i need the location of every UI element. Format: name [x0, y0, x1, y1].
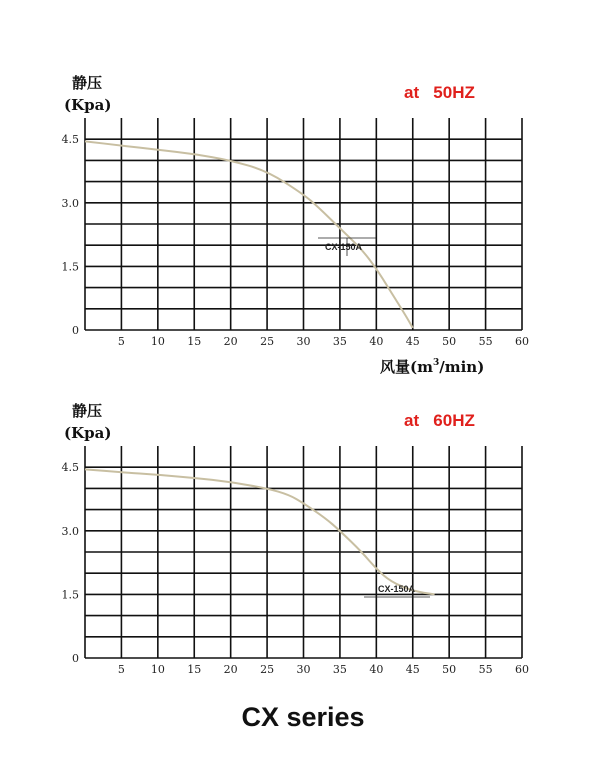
chart-2: [62, 402, 530, 676]
x-tick-label: 55: [478, 663, 493, 676]
x-tick-label: 35: [332, 335, 347, 348]
curve-label: CX-150A: [378, 584, 416, 594]
x-tick-label: 60: [515, 663, 529, 676]
chart-1: [62, 74, 530, 376]
x-tick-label: 60: [515, 335, 529, 348]
series-line: [85, 141, 413, 328]
plot-area: [62, 446, 530, 676]
x-tick-label: 30: [296, 663, 311, 676]
x-tick-label: 25: [260, 663, 275, 676]
plot-area: [62, 118, 530, 348]
x-tick-label: 10: [150, 335, 165, 348]
x-axis-label: [380, 358, 484, 376]
x-tick-label: 25: [260, 335, 275, 348]
x-tick-label: 40: [369, 335, 384, 348]
x-tick-label: 35: [332, 663, 347, 676]
y-axis-label-line2: (Kpa): [64, 96, 112, 114]
x-tick-label: 40: [369, 663, 384, 676]
y-axis-label-line2: (Kpa): [64, 424, 112, 442]
x-tick-label: 20: [223, 335, 238, 348]
frequency-label: at 50HZ: [404, 83, 475, 102]
y-axis-label-line1: 静压: [72, 74, 103, 92]
x-tick-label: 10: [150, 663, 165, 676]
y-tick-label: 4.5: [61, 461, 79, 475]
x-tick-label: 50: [442, 335, 457, 348]
x-tick-label: 15: [187, 335, 202, 348]
x-tick-label: 30: [296, 335, 311, 348]
x-tick-label: 45: [405, 663, 420, 676]
y-tick-label: 3.0: [61, 196, 79, 210]
y-tick-label: 4.5: [61, 133, 79, 147]
x-axis-label-main: 风量(m: [380, 358, 433, 376]
y-tick-label: 0: [72, 324, 79, 337]
y-tick-label: 1.5: [61, 260, 79, 274]
x-tick-label: 50: [442, 663, 457, 676]
x-tick-label: 20: [223, 663, 238, 676]
x-tick-label: 5: [117, 335, 125, 348]
x-tick-label: 15: [187, 663, 202, 676]
curve-label: CX-150A: [325, 242, 363, 252]
x-tick-label: 55: [478, 335, 493, 348]
x-axis-label-superscript: 3: [432, 358, 440, 368]
x-tick-label: 45: [405, 335, 420, 348]
series-title: CX series: [241, 702, 365, 732]
x-tick-label: 5: [117, 663, 125, 676]
x-axis-label-tail: /min): [439, 358, 485, 376]
y-tick-label: 3.0: [61, 524, 79, 538]
y-tick-label: 1.5: [61, 588, 79, 602]
frequency-label: at 60HZ: [404, 411, 475, 430]
y-axis-label-line1: 静压: [72, 402, 103, 420]
y-tick-label: 0: [72, 652, 79, 665]
